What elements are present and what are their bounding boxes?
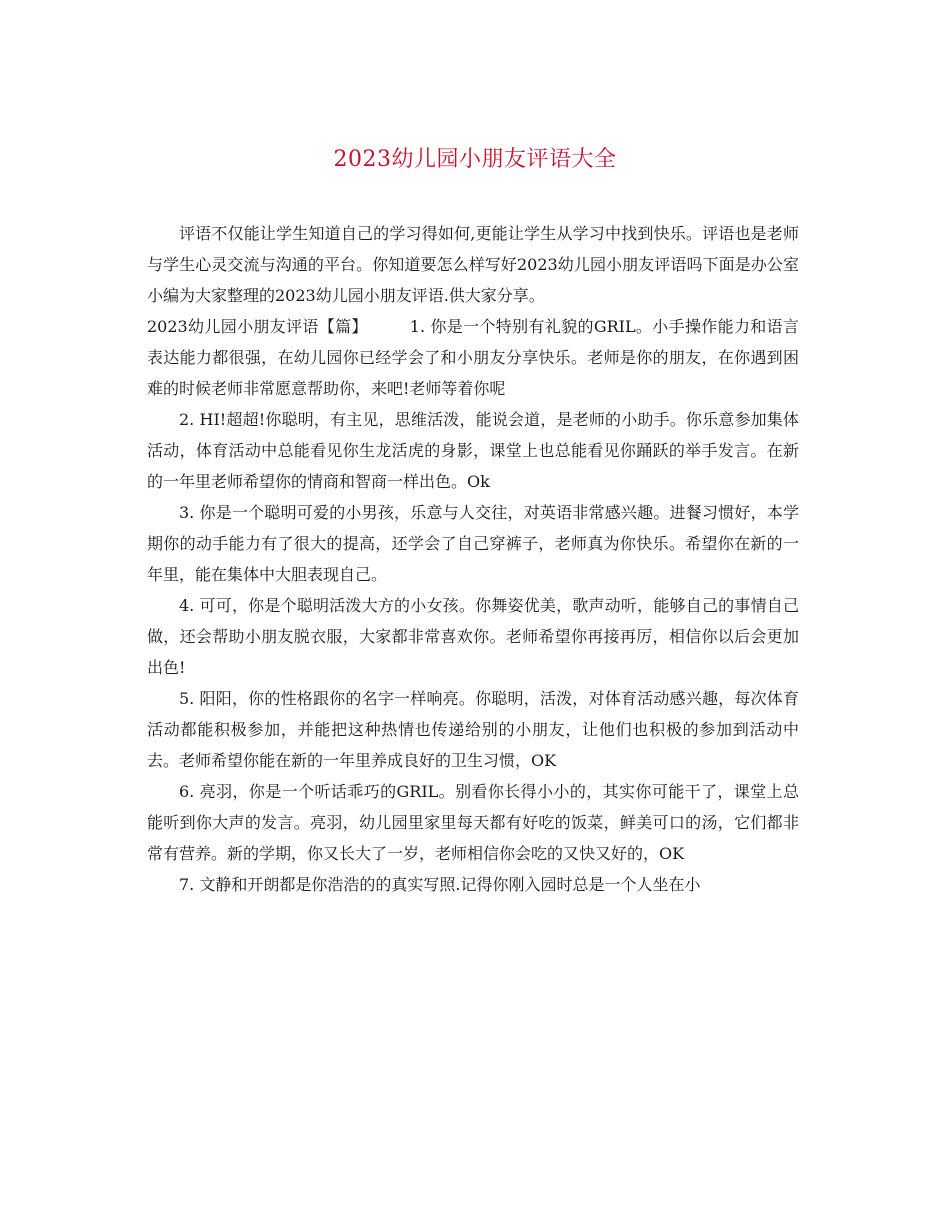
section-first-paragraph xyxy=(147,311,799,404)
list-item: 4. 可可，你是个聪明活泼大方的小女孩。你舞姿优美，歌声动听，能够自己的事情自己做，还会帮助小朋友脱衣服，大家都非常喜欢你。老师希望你再接再厉，相信你以后会更加出色! xyxy=(147,596,799,677)
document-body xyxy=(147,218,799,900)
section-heading: 2023幼儿园小朋友评语【篇】 xyxy=(147,317,368,336)
list-item: 2. HI!超超!你聪明，有主见，思维活泼，能说会道，是老师的小助手。你乐意参加集体活动，体育活动中总能看见你生龙活虎的身影，课堂上也总能看见你踊跃的举手发言。在新的一年里老师希望你的情商和智商一样出色。Ok xyxy=(147,410,799,491)
list-item: 7. 文静和开朗都是你浩浩的的真实写照.记得你刚入园时总是一个人坐在小 xyxy=(179,875,701,894)
list-item: 1. 你是一个特别有礼貌的GRIL。小手操作能力和语言表达能力都很强，在幼儿园你已经学会了和小朋友分享快乐。老师是你的朋友，在你遇到困难的时候老师非常愿意帮助你，来吧!老师等着你呢 xyxy=(147,317,799,398)
intro-paragraph: 评语不仅能让学生知道自己的学习得如何,更能让学生从学习中找到快乐。评语也是老师与学生心灵交流与沟通的平台。你知道要怎么样写好2023幼儿园小朋友评语吗下面是办公室小编为大家整理的2023幼儿园小朋友评语.供大家分享。 xyxy=(147,224,799,305)
list-item: 5. 阳阳，你的性格跟你的名字一样响亮。你聪明，活泼，对体育活动感兴趣，每次体育活动都能积极参加，并能把这种热情也传递给别的小朋友，让他们也积极的参加到活动中去。老师希望你能在新的一年里养成良好的卫生习惯，OK xyxy=(147,689,799,770)
list-item: 6. 亮羽，你是一个听话乖巧的GRIL。别看你长得小小的，其实你可能干了，课堂上总能听到你大声的发言。亮羽，幼儿园里家里每天都有好吃的饭菜，鲜美可口的汤，它们都非常有营养。新的学期，你又长大了一岁，老师相信你会吃的又快又好的，OK xyxy=(147,782,799,863)
document-title: 2023幼儿园小朋友评语大全 xyxy=(333,147,617,172)
list-item: 3. 你是一个聪明可爱的小男孩，乐意与人交往，对英语非常感兴趣。进餐习惯好，本学期你的动手能力有了很大的提高，还学会了自己穿裤子，老师真为你快乐。希望你在新的一年里，能在集体中大胆表现自己。 xyxy=(147,503,799,584)
